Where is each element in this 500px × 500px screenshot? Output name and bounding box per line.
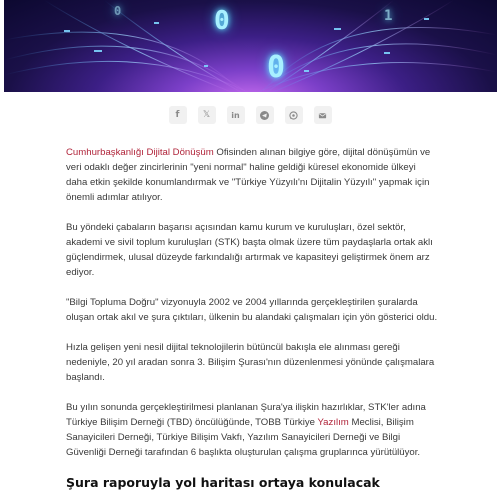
telegram-share-button[interactable] (256, 106, 274, 124)
hero-image (4, 0, 497, 92)
x-share-button[interactable] (198, 106, 216, 124)
article-paragraph: Hızla gelişen yeni nesil dijital teknolojilerin bütüncül bakışla ele alınması gereği nedeniyle, 20 yıl aradan sonra 3. Bilişim Şurası'nın düzenlenmesi yönünde çalışmalara başlandı. (66, 342, 435, 383)
linkedin-icon: in (231, 110, 240, 120)
article-paragraph: Bu yöndeki çabaların başarısı açısından kamu kurum ve kuruluşları, özel sektör, akademi ve sivil toplum kuruluşları (STK) başta olmak üzere tüm paydaşlarla ortak aklı güçlendirmek, ulusal düzeyde farkındalığı artırmak ve kapasiteyi geliştirmek önem arz ediyor. (66, 222, 433, 278)
paragraph-text: Ofisinden alınan bilgiye göre, dijital dönüşümün ve veri odaklı değer zincirlerinin "yeni normal" haline geldiği küresel ekonomide ülkeyi daha etkin şekilde konumlandırmak ve "Türkiye Yüzyılı'nı Dijitalin Yüzyılı" yapmak için önemli adımlar atılıyor. (66, 147, 431, 203)
share-bar (0, 106, 500, 126)
dijital-donusum-link[interactable]: Cumhurbaşkanlığı Dijital Dönüşüm (66, 147, 214, 158)
article-paragraph (66, 400, 438, 460)
x-icon: 𝕏 (202, 110, 211, 120)
email-icon (318, 111, 327, 120)
yazilim-link[interactable]: Yazılım (317, 417, 349, 428)
whatsapp-icon (289, 111, 298, 120)
facebook-icon: f (175, 110, 180, 120)
article-paragraph (66, 145, 438, 205)
facebook-share-button[interactable] (169, 106, 187, 124)
paragraph-text: Meclisi, Bilişim Sanayicileri Derneği, Türkiye Bilişim Vakfı, Yazılım Sanayicileri Derneği ve Bilgi Güvenliği Derneği tarafından 6 başlıkta oluşturulan çalışma gruplarınca yürütülüyor. (66, 417, 421, 458)
whatsapp-share-button[interactable] (285, 106, 303, 124)
hero-light-streaks (4, 0, 497, 92)
hero-digit: 0 (114, 4, 122, 18)
paragraph-text: Bu yılın sonunda gerçekleştirilmesi planlanan Şura'ya ilişkin hazırlıklar, STK'ler adına Türkiye Bilişim Derneği (TBD) öncülüğünde, TOBB Türkiye (66, 402, 426, 428)
linkedin-share-button[interactable] (227, 106, 245, 124)
telegram-icon (260, 111, 269, 120)
hero-digit: 0 (214, 6, 230, 36)
hero-digit: 0 (267, 50, 286, 85)
hero-digit: 1 (384, 8, 393, 24)
section-heading: Şura raporuyla yol haritası ortaya konulacak (66, 475, 380, 490)
email-share-button[interactable] (314, 106, 332, 124)
article-paragraph: "Bilgi Topluma Doğru" vizyonuyla 2002 ve 2004 yıllarında gerçekleştirilen şuralarda oluşan ortak akıl ve şura çıktıları, ülkenin bu alandaki çalışmaları için yön gösterici oldu. (66, 297, 438, 323)
article-body (66, 145, 438, 490)
